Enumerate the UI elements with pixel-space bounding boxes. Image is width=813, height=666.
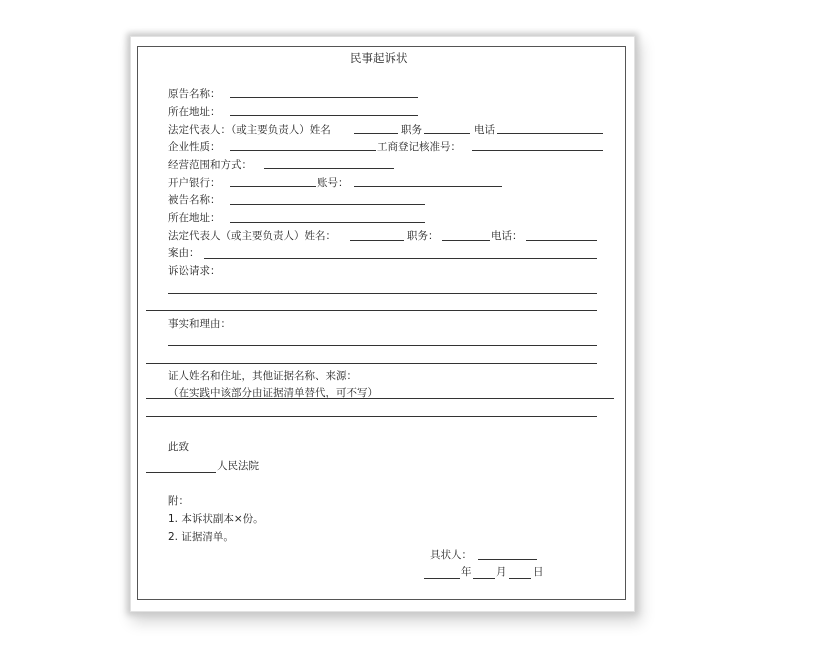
facts-line-1[interactable] xyxy=(168,345,597,346)
plaintiff-nature-label: 企业性质： xyxy=(168,141,221,153)
plaintiff-rep-phone-label: 电话 xyxy=(474,124,495,136)
plaintiff-rep-position-label: 职务 xyxy=(401,124,422,136)
plaintiff-rep-name-label: 法定代表人：（或主要负责人）姓名 xyxy=(168,124,331,136)
signer-label: 具状人： xyxy=(430,549,472,561)
plaintiff-registration-field[interactable] xyxy=(472,150,603,151)
plaintiff-nature-field[interactable] xyxy=(230,150,376,151)
court-name-field[interactable] xyxy=(146,472,216,473)
cause-field[interactable] xyxy=(204,258,597,259)
defendant-name-field[interactable] xyxy=(230,204,425,205)
defendant-name-label: 被告名称： xyxy=(168,194,221,206)
attachment-item-1: 1. 本诉状副本×份。 xyxy=(168,513,264,525)
month-field[interactable] xyxy=(473,578,495,579)
defendant-rep-phone-field[interactable] xyxy=(526,240,597,241)
attachments-label: 附： xyxy=(168,495,189,507)
witness-line-2[interactable] xyxy=(146,416,597,417)
month-label: 月 xyxy=(496,566,507,578)
defendant-rep-name-label: 法定代表人（或主要负责人）姓名： xyxy=(168,230,336,242)
plaintiff-scope-label: 经营范围和方式： xyxy=(168,159,252,171)
claims-label: 诉讼请求： xyxy=(168,265,221,277)
claims-line-2[interactable] xyxy=(146,310,597,311)
day-label: 日 xyxy=(533,566,544,578)
plaintiff-account-label: 账号： xyxy=(317,177,349,189)
facts-label: 事实和理由： xyxy=(168,318,231,330)
year-field[interactable] xyxy=(424,578,460,579)
plaintiff-rep-phone-field[interactable] xyxy=(497,133,603,134)
plaintiff-bank-field[interactable] xyxy=(230,186,316,187)
defendant-rep-phone-label: 电话： xyxy=(491,230,523,242)
plaintiff-address-field[interactable] xyxy=(230,115,418,116)
salutation: 此致 xyxy=(168,441,189,453)
signer-field[interactable] xyxy=(478,559,537,560)
defendant-address-label: 所在地址： xyxy=(168,212,221,224)
plaintiff-registration-label: 工商登记核准号： xyxy=(377,141,461,153)
plaintiff-scope-field[interactable] xyxy=(264,168,394,169)
defendant-rep-name-field[interactable] xyxy=(350,240,404,241)
attachment-item-2: 2. 证据清单。 xyxy=(168,531,234,543)
day-field[interactable] xyxy=(509,578,531,579)
witness-label: 证人姓名和住址，其他证据名称、来源： xyxy=(168,370,357,382)
court-label: 人民法院 xyxy=(217,460,259,472)
claims-line-1[interactable] xyxy=(168,293,597,294)
facts-line-2[interactable] xyxy=(146,363,597,364)
plaintiff-address-label: 所在地址： xyxy=(168,106,221,118)
defendant-address-field[interactable] xyxy=(230,222,425,223)
witness-line-1[interactable] xyxy=(146,398,614,399)
plaintiff-rep-name-field[interactable] xyxy=(354,133,398,134)
year-label: 年 xyxy=(461,566,472,578)
plaintiff-name-field[interactable] xyxy=(230,97,418,98)
defendant-rep-position-label: 职务： xyxy=(407,230,439,242)
witness-note: （在实践中该部分由证据清单替代，可不写） xyxy=(168,387,378,399)
plaintiff-bank-label: 开户银行： xyxy=(168,177,221,189)
plaintiff-rep-position-field[interactable] xyxy=(424,133,470,134)
document-title: 民事起诉状 xyxy=(350,51,408,65)
cause-label: 案由： xyxy=(168,247,200,259)
plaintiff-account-field[interactable] xyxy=(354,186,502,187)
defendant-rep-position-field[interactable] xyxy=(442,240,490,241)
plaintiff-name-label: 原告名称： xyxy=(168,88,221,100)
